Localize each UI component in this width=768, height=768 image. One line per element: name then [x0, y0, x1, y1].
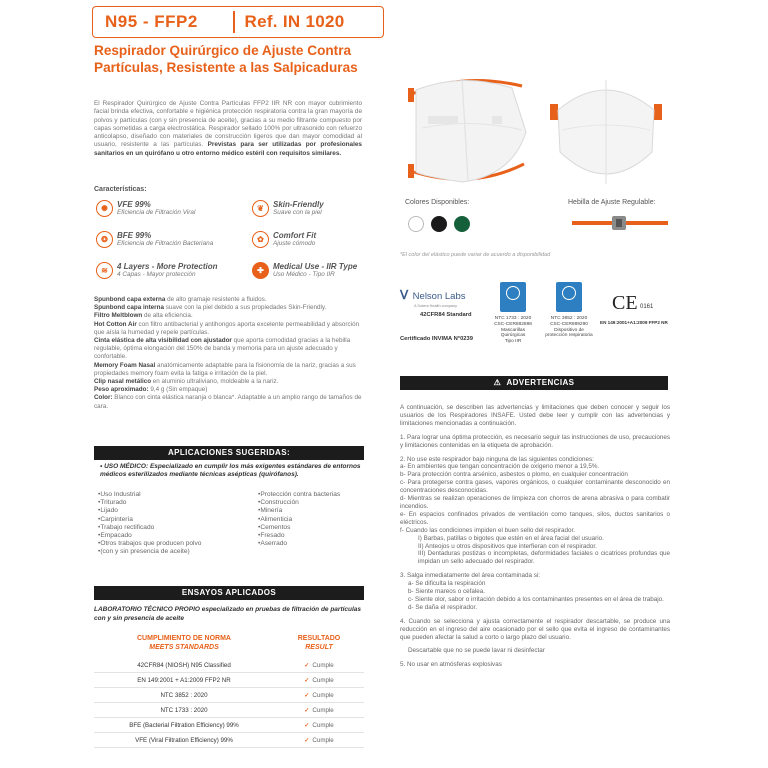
spec-item: Clip nasal metálico en aluminio ultraliviano, moldeable a la nariz. — [94, 378, 279, 386]
table-row: BFE (Bacterial Filtration Efficiency) 99% ✓ Cumple — [94, 718, 364, 733]
medical-use-note: • USO MÉDICO: Especializado en cumplir los más exigentes estándares de entornos médicos esterilizados mediante técnicas asépticas (quirófanos). — [100, 463, 361, 479]
check-icon: ✓ — [304, 721, 310, 729]
nelson-labs-logo: ᐯ Nelson Labs A Sotera Health company — [400, 288, 466, 308]
feature-skin — [252, 200, 324, 217]
color-swatch-white — [408, 216, 424, 232]
feature-subtitle: Eficiencia de Filtración Viral — [117, 209, 196, 216]
check-icon: ✓ — [304, 676, 310, 684]
layers-icon: ≋ — [96, 262, 113, 279]
list-item: • Lijado — [98, 507, 201, 515]
uses-list-left — [98, 491, 201, 557]
applications-bar: APLICACIONES SUGERIDAS: — [94, 446, 364, 460]
mask-side-image — [402, 68, 542, 188]
spec-item: Hot Cotton Air con filtro antibacterial y antihongos aporta excelente permeabilidad y absorción que aísla la humedad y repele partículas. — [94, 320, 360, 336]
table-row: VFE (Viral Filtration Efficiency) 99% ✓ Cumple — [94, 733, 364, 748]
ce-number: 0161 — [640, 304, 654, 310]
virus-icon: ✺ — [96, 200, 113, 217]
list-item: • Triturado — [98, 499, 201, 507]
table-row: NTC 3852 : 2020 ✓ Cumple — [94, 688, 364, 703]
feature-title: Medical Use - IIR Type — [273, 262, 358, 271]
nelson-standard: 42CFR84 Standard — [420, 312, 472, 318]
check-icon: ✓ — [304, 691, 310, 699]
feature-subtitle: Suave con la piel — [273, 209, 322, 216]
list-item: • (con y sin presencia de aceite) — [98, 548, 201, 556]
feature-bfe — [96, 231, 213, 248]
icontec-cert-2: NTC 3852 : 2020 CSC-CER889290 Dispositivo de protección respiratoria — [545, 316, 593, 339]
list-item: • Trabajo rectificado — [98, 524, 201, 532]
mask-front-image — [548, 72, 664, 190]
feature-subtitle: Eficiencia de Filtración Bacteriana — [117, 240, 214, 247]
icontec-badge-icon — [500, 282, 526, 312]
feature-title: Skin-Friendly — [273, 200, 324, 209]
list-item: • Cementos — [258, 524, 340, 532]
nelson-mark-icon: ᐯ — [400, 288, 409, 302]
product-title: Respirador Quirúrgico de Ajuste Contra Partículas, Resistente a las Salpicaduras — [94, 43, 358, 75]
color-swatch-black — [431, 216, 447, 232]
list-item: • Fresado — [258, 532, 340, 540]
feature-subtitle: Ajuste cómodo — [273, 240, 316, 247]
feature-medical — [252, 262, 357, 279]
warning-icon: ⚠ — [493, 378, 502, 387]
colors-label: Colores Disponibles: — [405, 199, 470, 206]
warnings-bar: ⚠ ADVERTENCIAS — [400, 376, 668, 390]
medical-cross-icon: ✚ — [252, 262, 269, 279]
spec-list — [94, 296, 364, 411]
description-usage: Previstas para ser utilizadas por profesionales sanitarios en un quirófano u otro entorno médico estéril con requisitos similares. — [94, 141, 362, 157]
feather-icon: ❦ — [252, 200, 269, 217]
list-item: • Alimenticia — [258, 516, 340, 524]
list-item: • Construcción — [258, 499, 340, 507]
feature-comfort — [252, 231, 316, 248]
spec-item: Filtro Meltblown de alta eficiencia. — [94, 312, 193, 320]
ce-mark-icon: CE — [612, 292, 638, 314]
product-description — [94, 100, 362, 158]
lab-note: LABORATORIO TÉCNICO PROPIO especializado en pruebas de filtración de partículas con y sin presencia de aceite — [94, 606, 362, 622]
invima-certificate: Certificado INVIMA N°0239 — [400, 336, 473, 342]
table-row: EN 149:2001 + A1:2009 FFP2 NR ✓ Cumple — [94, 673, 364, 688]
list-item: • Protección contra bacterias — [258, 491, 340, 499]
list-item: • Carpintería — [98, 516, 201, 524]
icontec-cert-1: NTC 1733 : 2020 CSC-CER882898 Mascarillas Quirúrgicas Tipo IIR — [494, 316, 532, 345]
bacteria-icon: ❂ — [96, 231, 113, 248]
spec-item: Spunbond capa interna suave con la piel debido a sus propiedades Skin-Friendly. — [94, 304, 327, 312]
product-reference: Ref. IN 1020 — [244, 12, 345, 31]
tests-bar: ENSAYOS APLICADOS — [94, 586, 364, 600]
icontec-badge-icon — [556, 282, 582, 312]
list-item: • Minería — [258, 507, 340, 515]
color-swatch-green — [454, 216, 470, 232]
feature-subtitle: 4 Capas - Mayor protección — [117, 271, 196, 278]
warnings-text: A continuación, se describen las advertencias y limitaciones que deben conocer y seguir los usuarios de los Respiradores INSAFE. Usted debe leer y cumplir con las advertencias y limitaciones mencionadas a continuación. 1. Para lograr una óptima protección, es necesario seguir las instrucciones de uso, precauciones y limitaciones contenidas en la etiqueta de aprobación. 2. No use este respirador bajo ninguna de las siguientes condiciones: a- En ambientes que tengan concentración de oxígeno menor a 19,5%. b- Para protección contra arsénico, asbestos o plomo, en cualquier concentración c- Para protegerse contra gases, vapores orgánicos, o cualquier contaminante desconocido en concentraciones desconocidas. d- Mientras se realizan operaciones de limpieza con chorros de arena abrasiva o para combatir incendios. e- En espacios confinados privados de ventilación como tanques, silos, ductos sanitarios o eléctricos. f- Cuando las condiciones impiden el buen sello del respirador. I) Barbas, patillas o bigotes que estén en el área facial del usuario. II) Anteojos u otros dispositivos que interfieran con el respirador. III) Dentaduras postizas o incompletas, deformidades faciales o cicatrices profundas que impidan un sello adecuado del respirador. 3. Salga inmediatamente del área contaminada si: a- Se dificulta la respiración b- Siente mareos o cefalea. c- Siente olor, sabor o irritación debido a los contaminantes presentes en el área de trabajo. d- Se daña el respirador. 4. Cuando se selecciona y ajusta correctamente el respirador descartable, se produce una reducción en el ingreso del aire ocasionado por el sello que evita el ingreso de contaminantes que pueden afectar la salud a corto o largo plazo del usuario. Descartable que no se puede lavar ni desinfectar 5. No usar en atmósferas explosivas — [400, 404, 670, 669]
check-icon: ✓ — [304, 706, 310, 714]
feature-title: VFE 99% — [117, 200, 151, 209]
comfort-icon: ✿ — [252, 231, 269, 248]
spec-item: Color: Blanco con cinta elástica naranja o blanca*. Adaptable a un amplio rango de tamaños de cara. — [94, 394, 362, 410]
list-item: • Aserrado — [258, 540, 340, 548]
feature-title: Comfort Fit — [273, 231, 317, 240]
feature-layers — [96, 262, 217, 279]
table-row: NTC 1733 : 2020 ✓ Cumple — [94, 703, 364, 718]
spec-item: Memory Foam Nasal anatómicamente adaptable para la fisionomía de la nariz, gracias a sus propiedades memory foam evita la fatiga e irritación de la piel. — [94, 361, 356, 377]
table-header-standard: CUMPLIMIENTO DE NORMA MEETS STANDARDS — [137, 635, 231, 651]
features-label: Características: — [94, 186, 147, 193]
list-item: • Empacado — [98, 532, 201, 540]
list-item: • Uso Industrial — [98, 491, 201, 499]
check-icon: ✓ — [304, 661, 310, 669]
feature-title: BFE 99% — [117, 231, 152, 240]
feature-vfe — [96, 200, 195, 217]
feature-subtitle: Uso Médico - Tipo IIR — [273, 271, 335, 278]
check-icon: ✓ — [304, 736, 310, 744]
uses-list-right — [258, 491, 340, 548]
table-header-result: RESULTADO RESULT — [297, 635, 341, 651]
description-text: El Respirador Quirúrgico de Ajuste Contra Partículas FFP2 IIR NR con mayor cubrimiento facial brinda efectiva, confortable e higiénica protección respiratoria contra la gran mayoría de polvos y partículas (con y sin presencia de aceite), gracias a su medio filtrante compuesto por capas sometidas a carga electrostática. Respirador sellado 100% por ultrasonido con refuerzo anticolapso, diseñado con materiales de construcción ligeros que dan mayor comodidad al usuario, resistente a las partículas. — [94, 100, 362, 149]
buckle-image — [572, 212, 668, 234]
product-code: N95 - FFP2 — [105, 12, 198, 31]
elastic-note: *El color del elástico puede variar de acuerdo a disponibilidad — [400, 252, 551, 258]
spec-item: Cinta elástica de alta visibilidad con ajustador que aporta comodidad gracias a la hebilla regulable, óptima elongación del 150% de banda y memoria para un ajuste adecuado y confortable. — [94, 337, 351, 361]
spec-item: Peso aproximado: 9,4 g (Sin empaque) — [94, 386, 208, 394]
table-row: 42CFR84 (NIOSH) N95 Classified ✓ Cumple — [94, 658, 364, 673]
product-header — [92, 6, 384, 38]
ce-standard: EN 149:2001+A1:2009 FFP2 NR — [600, 320, 668, 325]
spec-item: Spunbond capa externa de alto gramaje resistente a fluidos. — [94, 296, 267, 303]
buckle-label: Hebilla de Ajuste Regulable: — [568, 199, 656, 206]
feature-title: 4 Layers - More Protection — [117, 262, 218, 271]
list-item: • Otros trabajos que producen polvo — [98, 540, 201, 548]
